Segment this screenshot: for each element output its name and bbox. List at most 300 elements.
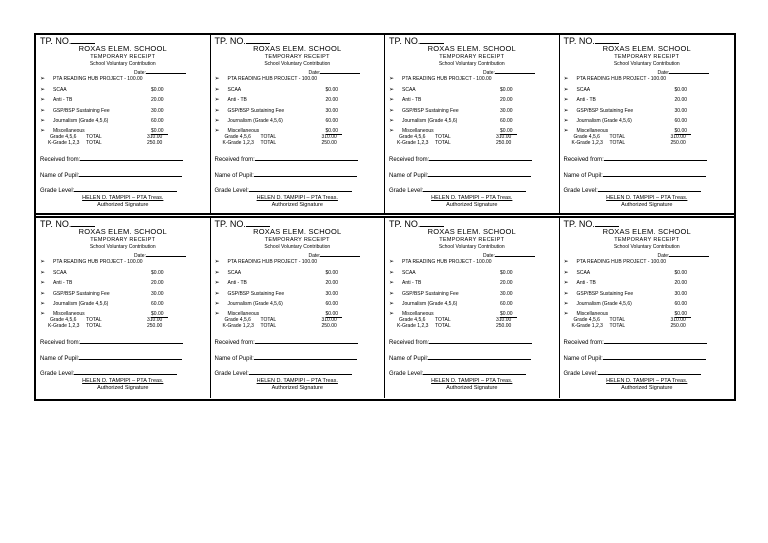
pupil-name-label: Name of Pupil: [389, 356, 429, 362]
grade-level-label: Grade Level: [563, 188, 598, 194]
total-label: TOTAL [435, 317, 451, 323]
fee-value: 60.00 [325, 118, 339, 124]
arrow-bullet-icon: ➢ [214, 259, 220, 265]
arrow-bullet-icon: ➢ [40, 87, 46, 93]
total-label: TOTAL [86, 323, 102, 329]
date-label: Date: [483, 70, 495, 76]
fee-label: SCAA [227, 87, 242, 93]
date-field [309, 68, 361, 76]
received-from-field[interactable] [389, 154, 532, 163]
arrow-bullet-icon: ➢ [563, 108, 569, 114]
arrow-bullet-icon: ➢ [563, 311, 569, 317]
pupil-name-field[interactable] [564, 353, 706, 362]
arrow-bullet-icon: ➢ [389, 118, 395, 124]
date-label: Date: [308, 253, 321, 259]
arrow-bullet-icon: ➢ [40, 97, 46, 103]
fee-value: $0.00 [151, 312, 168, 318]
fee-label: PTA READING HUB PROJECT - 100.00 [576, 76, 667, 82]
fee-value: $0.00 [151, 129, 168, 135]
fee-value: 30.00 [325, 108, 339, 114]
fee-value: 30.00 [325, 291, 339, 297]
grade-level-blank[interactable] [598, 368, 701, 375]
total-label: TOTAL [260, 140, 277, 146]
total-value: 310.00 [496, 134, 512, 140]
fee-label: Miscellaneous [53, 128, 85, 134]
school-name: ROXAS ELEM. SCHOOL [253, 227, 342, 236]
fee-label: Journalism (Grade 4,5,6) [576, 118, 632, 124]
temporary-receipt [211, 35, 386, 215]
pupil-name-blank[interactable] [79, 170, 182, 177]
fee-label: Journalism (Grade 4,5,6) [402, 118, 458, 124]
signatory-name: HELEN D. TAMPIPI – PTA Treas. [82, 195, 164, 201]
total-grade: K-Grade 1,2,3 [48, 323, 80, 329]
tp-label: TP. NO. [389, 36, 421, 46]
signatory-name: HELEN D. TAMPIPI – PTA Treas. [256, 378, 338, 384]
arrow-bullet-icon: ➢ [563, 97, 569, 103]
tp-number-blank [595, 219, 619, 227]
received-from-field[interactable] [215, 154, 358, 163]
fee-label: Journalism (Grade 4,5,6) [402, 301, 458, 307]
fee-value: 60.00 [500, 301, 513, 307]
total-grade: Grade 4,5,6 [224, 317, 251, 323]
fee-value: 30.00 [674, 291, 688, 297]
fee-label: Miscellaneous [576, 311, 609, 317]
receipt-title: TEMPORARY RECEIPT [264, 54, 330, 60]
arrow-bullet-icon: ➢ [389, 259, 395, 265]
tp-number-blank [71, 219, 95, 227]
received-from-blank[interactable] [429, 154, 532, 161]
fee-label: PTA READING HUB PROJECT - 100.00 [53, 259, 143, 265]
received-from-field[interactable] [389, 337, 532, 346]
receipt-subtitle: School Voluntary Contribution [438, 244, 505, 250]
fee-label: PTA READING HUB PROJECT - 100.00 [576, 259, 667, 265]
temporary-receipt [560, 218, 735, 398]
total-value: 310.00 [496, 317, 512, 323]
grade-level-field[interactable] [40, 185, 177, 194]
grade-level-blank[interactable] [598, 185, 701, 192]
fee-value: $0.00 [500, 129, 517, 135]
pupil-name-blank[interactable] [428, 353, 531, 360]
date-blank [669, 68, 709, 74]
receipt-row-top [36, 35, 734, 215]
total-grade: Grade 4,5,6 [573, 317, 600, 323]
total-value: 250.00 [670, 323, 686, 329]
receipt-title: TEMPORARY RECEIPT [614, 237, 680, 243]
total-value: 250.00 [321, 140, 337, 146]
fee-value: 20.00 [500, 280, 513, 286]
grade-level-blank[interactable] [423, 185, 526, 192]
fee-label: GSP/BSP Sustaining Fee [53, 291, 110, 297]
total-label: TOTAL [435, 134, 451, 140]
total-value: 310.00 [147, 134, 163, 140]
pupil-name-label: Name of Pupil: [214, 356, 254, 362]
received-from-blank[interactable] [255, 337, 358, 344]
received-from-label: Received from: [214, 157, 255, 163]
pupil-name-field[interactable] [389, 170, 531, 179]
grade-level-field[interactable] [215, 185, 352, 194]
fee-label: SCAA [227, 270, 242, 276]
date-blank [495, 68, 535, 74]
arrow-bullet-icon: ➢ [40, 301, 46, 307]
date-blank [146, 251, 186, 257]
fee-label: GSP/BSP Sustaining Fee [53, 108, 110, 114]
signatory-name: HELEN D. TAMPIPI – PTA Treas. [606, 195, 688, 201]
received-from-blank[interactable] [255, 154, 358, 161]
total-grade: Grade 4,5,6 [50, 134, 77, 140]
fee-label: Miscellaneous [227, 128, 260, 134]
arrow-bullet-icon: ➢ [389, 87, 395, 93]
fee-label: Journalism (Grade 4,5,6) [53, 118, 109, 124]
tp-number-blank [71, 36, 95, 44]
total-label: TOTAL [435, 140, 451, 146]
grade-level-field[interactable] [215, 368, 352, 377]
total-label: TOTAL [609, 134, 626, 140]
receipt-subtitle: School Voluntary Contribution [438, 61, 505, 67]
fee-label: Anti - TB [402, 97, 422, 103]
date-field [658, 68, 710, 76]
total-value: 250.00 [147, 140, 163, 146]
tp-number-blank [420, 36, 444, 44]
total-value: 250.00 [670, 140, 686, 146]
arrow-bullet-icon: ➢ [563, 270, 569, 276]
fee-value: $0.00 [674, 270, 688, 276]
tp-label: TP. NO. [563, 36, 595, 46]
arrow-bullet-icon: ➢ [40, 118, 46, 124]
pupil-name-blank[interactable] [428, 170, 531, 177]
fee-label: PTA READING HUB PROJECT - 100.00 [402, 259, 492, 265]
authorized-signature-label: Authorized Signature [621, 385, 673, 391]
total-value: 250.00 [496, 140, 512, 146]
fee-label: SCAA [53, 87, 67, 93]
arrow-bullet-icon: ➢ [563, 76, 569, 82]
date-label: Date: [483, 253, 495, 259]
authorized-signature-label: Authorized Signature [97, 385, 149, 391]
received-from-field[interactable] [215, 337, 358, 346]
tp-number-blank [246, 36, 270, 44]
fee-label: PTA READING HUB PROJECT - 100.00 [227, 259, 318, 265]
receipt-title: TEMPORARY RECEIPT [439, 237, 505, 243]
grade-level-blank[interactable] [74, 185, 177, 192]
fee-value: 30.00 [500, 291, 513, 297]
fee-label: SCAA [53, 270, 67, 276]
pupil-name-label: Name of Pupil: [40, 356, 80, 362]
arrow-bullet-icon: ➢ [563, 259, 569, 265]
total-label: TOTAL [86, 140, 102, 146]
arrow-bullet-icon: ➢ [40, 291, 46, 297]
fee-value: 60.00 [674, 301, 688, 307]
received-from-field[interactable] [564, 154, 707, 163]
arrow-bullet-icon: ➢ [40, 108, 46, 114]
date-blank [495, 251, 535, 257]
grade-level-field[interactable] [40, 368, 177, 377]
pupil-name-blank[interactable] [254, 353, 357, 360]
school-name: ROXAS ELEM. SCHOOL [602, 227, 691, 236]
total-grade: Grade 4,5,6 [399, 317, 426, 323]
fee-label: Anti - TB [576, 280, 596, 286]
fee-label: Journalism (Grade 4,5,6) [227, 118, 283, 124]
pupil-name-blank[interactable] [79, 353, 182, 360]
authorized-signature-label: Authorized Signature [97, 202, 149, 208]
receipt-subtitle: School Voluntary Contribution [613, 61, 680, 67]
fee-label: SCAA [402, 87, 416, 93]
fee-value: 30.00 [500, 108, 513, 114]
receipt-title: TEMPORARY RECEIPT [90, 237, 156, 243]
date-blank [146, 68, 186, 74]
total-label: TOTAL [609, 317, 626, 323]
fee-value: $0.00 [675, 312, 692, 318]
arrow-bullet-icon: ➢ [563, 128, 569, 134]
signatory-name: HELEN D. TAMPIPI – PTA Treas. [82, 378, 164, 384]
grade-level-label: Grade Level: [214, 371, 249, 377]
pupil-name-blank[interactable] [603, 170, 706, 177]
school-name: ROXAS ELEM. SCHOOL [427, 227, 516, 236]
signatory-name: HELEN D. TAMPIPI – PTA Treas. [431, 195, 513, 201]
fee-label: Anti - TB [227, 97, 247, 103]
received-from-field[interactable] [40, 154, 183, 163]
grade-level-blank[interactable] [249, 185, 352, 192]
arrow-bullet-icon: ➢ [389, 311, 395, 317]
arrow-bullet-icon: ➢ [214, 97, 220, 103]
authorized-signature-label: Authorized Signature [446, 202, 498, 208]
signatory-name: HELEN D. TAMPIPI – PTA Treas. [431, 378, 513, 384]
arrow-bullet-icon: ➢ [389, 108, 395, 114]
fee-label: PTA READING HUB PROJECT - 100.00 [402, 76, 492, 82]
arrow-bullet-icon: ➢ [389, 301, 395, 307]
pupil-name-field[interactable] [40, 353, 182, 362]
arrow-bullet-icon: ➢ [214, 118, 220, 124]
arrow-bullet-icon: ➢ [40, 128, 46, 134]
pupil-name-label: Name of Pupil: [40, 173, 80, 179]
date-field [134, 68, 186, 76]
received-from-label: Received from: [40, 157, 81, 163]
fee-label: Miscellaneous [402, 311, 434, 317]
total-grade: Grade 4,5,6 [50, 317, 77, 323]
arrow-bullet-icon: ➢ [389, 270, 395, 276]
fee-value: $0.00 [675, 129, 692, 135]
total-label: TOTAL [86, 134, 102, 140]
arrow-bullet-icon: ➢ [214, 280, 220, 286]
received-from-blank[interactable] [80, 337, 183, 344]
signatory-name: HELEN D. TAMPIPI – PTA Treas. [256, 195, 338, 201]
receipt-title: TEMPORARY RECEIPT [90, 54, 156, 60]
tp-number-blank [420, 219, 444, 227]
fee-label: Miscellaneous [402, 128, 434, 134]
received-from-blank[interactable] [80, 154, 183, 161]
receipt-subtitle: School Voluntary Contribution [264, 61, 331, 67]
total-grade: K-Grade 1,2,3 [397, 323, 429, 329]
pupil-name-field[interactable] [40, 170, 182, 179]
total-label: TOTAL [260, 323, 277, 329]
fee-value: 60.00 [674, 118, 688, 124]
signatory-name: HELEN D. TAMPIPI – PTA Treas. [606, 378, 688, 384]
fee-label: Miscellaneous [227, 311, 260, 317]
fee-label: Journalism (Grade 4,5,6) [53, 301, 109, 307]
pupil-name-blank[interactable] [254, 170, 357, 177]
grade-level-label: Grade Level: [389, 371, 424, 377]
total-value: 250.00 [321, 323, 337, 329]
date-blank [669, 251, 709, 257]
grade-level-field[interactable] [564, 185, 701, 194]
received-from-label: Received from: [563, 157, 604, 163]
receipt-sheet [34, 33, 736, 401]
fee-value: 20.00 [325, 280, 339, 286]
date-label: Date: [308, 70, 321, 76]
receipt-subtitle: School Voluntary Contribution [89, 61, 156, 67]
received-from-blank[interactable] [604, 337, 707, 344]
fee-label: GSP/BSP Sustaining Fee [402, 108, 459, 114]
arrow-bullet-icon: ➢ [214, 87, 220, 93]
grade-level-blank[interactable] [74, 368, 177, 375]
school-name: ROXAS ELEM. SCHOOL [253, 44, 342, 53]
arrow-bullet-icon: ➢ [563, 280, 569, 286]
received-from-field[interactable] [564, 337, 707, 346]
grade-level-field[interactable] [389, 185, 526, 194]
received-from-label: Received from: [389, 157, 430, 163]
total-grade: K-Grade 1,2,3 [222, 323, 254, 329]
fee-label: SCAA [402, 270, 416, 276]
total-grade: Grade 4,5,6 [399, 134, 426, 140]
arrow-bullet-icon: ➢ [40, 259, 46, 265]
arrow-bullet-icon: ➢ [389, 97, 395, 103]
date-label: Date: [657, 70, 670, 76]
date-blank [320, 251, 360, 257]
tp-number-blank [246, 219, 270, 227]
total-label: TOTAL [435, 323, 451, 329]
total-grade: Grade 4,5,6 [573, 134, 600, 140]
fee-value: $0.00 [326, 129, 343, 135]
pupil-name-field[interactable] [389, 353, 531, 362]
total-value: 310.00 [147, 317, 163, 323]
date-field [483, 68, 535, 76]
grade-level-label: Grade Level: [214, 188, 249, 194]
fee-value: $0.00 [674, 87, 688, 93]
fee-value: $0.00 [500, 87, 513, 93]
pupil-name-field[interactable] [564, 170, 706, 179]
fee-value: $0.00 [325, 270, 339, 276]
arrow-bullet-icon: ➢ [214, 270, 220, 276]
fee-label: GSP/BSP Sustaining Fee [402, 291, 459, 297]
receipt-title: TEMPORARY RECEIPT [439, 54, 505, 60]
fee-value: 60.00 [151, 301, 164, 307]
grade-level-blank[interactable] [423, 368, 526, 375]
date-field [134, 251, 186, 259]
school-name: ROXAS ELEM. SCHOOL [427, 44, 516, 53]
fee-label: GSP/BSP Sustaining Fee [576, 108, 634, 114]
fee-label: SCAA [576, 270, 591, 276]
total-grade: K-Grade 1,2,3 [397, 140, 429, 146]
tp-label: TP. NO. [563, 219, 595, 229]
total-grade: K-Grade 1,2,3 [222, 140, 254, 146]
tp-label: TP. NO. [389, 219, 421, 229]
tp-number-blank [595, 36, 619, 44]
fee-value: 60.00 [325, 301, 339, 307]
fee-value: 20.00 [500, 97, 513, 103]
total-grade: K-Grade 1,2,3 [571, 140, 603, 146]
authorized-signature-label: Authorized Signature [446, 385, 498, 391]
arrow-bullet-icon: ➢ [214, 76, 220, 82]
total-value: 310.00 [670, 317, 686, 323]
total-label: TOTAL [609, 140, 626, 146]
date-label: Date: [657, 253, 670, 259]
total-label: TOTAL [260, 134, 277, 140]
fee-value: 30.00 [674, 108, 688, 114]
fee-label: GSP/BSP Sustaining Fee [227, 291, 285, 297]
tp-label: TP. NO. [40, 219, 72, 229]
grade-level-field[interactable] [564, 368, 701, 377]
fee-value: 60.00 [151, 118, 164, 124]
fee-value: $0.00 [325, 87, 339, 93]
total-value: 310.00 [670, 134, 686, 140]
pupil-name-field[interactable] [215, 170, 357, 179]
grade-level-field[interactable] [389, 368, 526, 377]
received-from-label: Received from: [563, 340, 604, 346]
arrow-bullet-icon: ➢ [563, 291, 569, 297]
received-from-blank[interactable] [604, 154, 707, 161]
arrow-bullet-icon: ➢ [214, 108, 220, 114]
tp-label: TP. NO. [40, 36, 72, 46]
fee-label: PTA READING HUB PROJECT - 100.00 [53, 76, 143, 82]
total-label: TOTAL [260, 317, 277, 323]
temporary-receipt [385, 218, 560, 398]
pupil-name-label: Name of Pupil: [563, 356, 603, 362]
temporary-receipt [385, 35, 560, 215]
fee-value: $0.00 [151, 270, 164, 276]
fee-value: 20.00 [674, 280, 688, 286]
fee-value: 20.00 [151, 280, 164, 286]
total-label: TOTAL [609, 323, 626, 329]
received-from-blank[interactable] [429, 337, 532, 344]
school-name: ROXAS ELEM. SCHOOL [78, 44, 167, 53]
arrow-bullet-icon: ➢ [563, 301, 569, 307]
total-label: TOTAL [86, 317, 102, 323]
received-from-label: Received from: [214, 340, 255, 346]
arrow-bullet-icon: ➢ [214, 128, 220, 134]
grade-level-label: Grade Level: [40, 371, 75, 377]
fee-label: Anti - TB [53, 97, 73, 103]
receipt-subtitle: School Voluntary Contribution [89, 244, 156, 250]
total-value: 250.00 [147, 323, 163, 329]
pupil-name-field[interactable] [215, 353, 357, 362]
total-value: 250.00 [496, 323, 512, 329]
date-blank [320, 68, 360, 74]
temporary-receipt [211, 218, 386, 398]
arrow-bullet-icon: ➢ [563, 87, 569, 93]
tp-label: TP. NO. [214, 36, 246, 46]
arrow-bullet-icon: ➢ [214, 301, 220, 307]
pupil-name-blank[interactable] [603, 353, 706, 360]
receipt-title: TEMPORARY RECEIPT [614, 54, 680, 60]
arrow-bullet-icon: ➢ [40, 280, 46, 286]
fee-value: $0.00 [500, 270, 513, 276]
fee-label: Anti - TB [402, 280, 422, 286]
fee-value: 20.00 [151, 97, 164, 103]
total-value: 310.00 [321, 134, 337, 140]
fee-label: Journalism (Grade 4,5,6) [576, 301, 632, 307]
arrow-bullet-icon: ➢ [389, 291, 395, 297]
date-field [309, 251, 361, 259]
fee-label: Anti - TB [227, 280, 247, 286]
received-from-label: Received from: [389, 340, 430, 346]
grade-level-blank[interactable] [249, 368, 352, 375]
date-label: Date: [134, 253, 146, 259]
arrow-bullet-icon: ➢ [40, 270, 46, 276]
receipt-subtitle: School Voluntary Contribution [264, 244, 331, 250]
date-field [658, 251, 710, 259]
fee-label: PTA READING HUB PROJECT - 100.00 [227, 76, 318, 82]
temporary-receipt [36, 35, 211, 215]
received-from-field[interactable] [40, 337, 183, 346]
authorized-signature-label: Authorized Signature [271, 385, 323, 391]
